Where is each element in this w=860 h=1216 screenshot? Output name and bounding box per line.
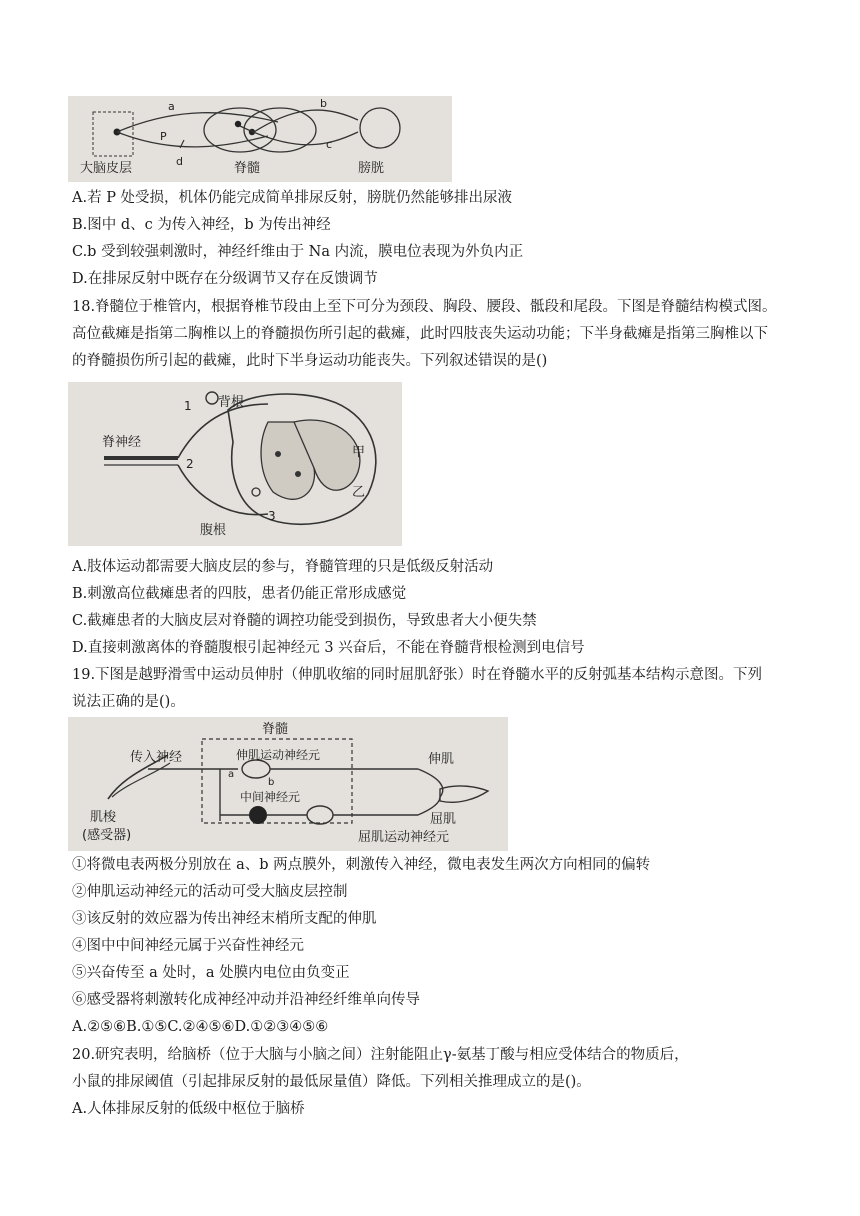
figure-reflex-arc	[68, 717, 508, 851]
label-1: 1	[184, 399, 192, 413]
label-yi: 乙	[352, 485, 366, 500]
q19-statement-5: ⑤兴奋传至 a 处时，a 处膜内电位由负变正	[72, 965, 350, 981]
q17-option-b: B.图中 d、c 为传入神经，b 为传出神经	[72, 217, 331, 233]
label-extensor-motor: 伸肌运动神经元	[236, 748, 321, 762]
ventral-root-line	[178, 465, 268, 515]
q19-statement-4: ④图中中间神经元属于兴奋性神经元	[72, 938, 304, 954]
q20-stem-line-1: 20.研究表明，给脑桥（位于大脑与小脑之间）注射能阻止γ-氨基丁酸与相应受体结合的物质后，	[72, 1047, 689, 1063]
fiber-c	[240, 126, 358, 145]
label-extensor: 伸肌	[428, 752, 455, 767]
fiber-p	[117, 132, 268, 147]
label-dorsal-root: 背根	[218, 395, 245, 410]
q19-statement-2: ②伸肌运动神经元的活动可受大脑皮层控制	[72, 884, 348, 900]
neuron-3-body	[252, 488, 260, 496]
q17-option-c: C.b 受到较强刺激时，神经纤维由于 Na 内流，膜电位表现为外负内正	[72, 244, 524, 260]
label-spine: 脊髓	[262, 722, 289, 737]
interneuron	[249, 806, 267, 824]
label-2: 2	[186, 457, 194, 471]
cortex-box	[93, 112, 133, 156]
label-a: a	[228, 769, 235, 780]
label-b: b	[320, 97, 327, 110]
label-afferent: 传入神经	[130, 750, 183, 765]
label-spindle: 肌梭	[90, 810, 117, 825]
muscle-shape	[440, 786, 488, 802]
label-d: d	[176, 155, 183, 168]
q19-choices: A.②⑤⑥B.①⑤C.②④⑤⑥D.①②③④⑤⑥	[72, 1019, 329, 1035]
label-3: 3	[268, 509, 276, 523]
q19-statement-3: ③该反射的效应器为传出神经末梢所支配的伸肌	[72, 911, 377, 927]
q18-stem-line-1: 18.脊髓位于椎管内，根据脊椎节段由上至下可分为颈段、胸段、腰段、骶段和尾段。下图是脊髓结构模式图。	[72, 299, 777, 315]
label-bladder: 膀胱	[358, 161, 385, 176]
figure-urination-reflex	[68, 96, 452, 182]
extensor-motor-neuron	[242, 760, 270, 778]
q19-stem-line-2: 说法正确的是()。	[72, 694, 185, 710]
label-spinal-nerve: 脊神经	[102, 435, 142, 450]
q18-stem-line-3: 的脊髓损伤所引起的截瘫，此时下半身运动功能丧失。下列叙述错误的是()	[72, 353, 548, 369]
fiber-b	[254, 110, 358, 132]
label-flexor-motor: 屈肌运动神经元	[358, 830, 450, 845]
q20-stem-line-2: 小鼠的排尿阈值（引起排尿反射的最低尿量值）降低。下列相关推理成立的是()。	[72, 1074, 591, 1090]
label-c: c	[326, 138, 333, 151]
q18-stem-line-2: 高位截瘫是指第二胸椎以上的脊髓损伤所引起的截瘫，此时四肢丧失运动功能；下半身截瘫是指第三胸椎以下	[72, 326, 768, 342]
q18-option-b: B.刺激高位截瘫患者的四肢，患者仍能正常形成感觉	[72, 586, 407, 602]
q17-option-d: D.在排尿反射中既存在分级调节又存在反馈调节	[72, 271, 378, 287]
q19-statement-6: ⑥感受器将刺激转化成神经冲动并沿神经纤维单向传导	[72, 992, 420, 1008]
label-ventral-root: 腹根	[200, 523, 227, 538]
q19-stem-line-1: 19.下图是越野滑雪中运动员伸肘（伸肌收缩的同时屈肌舒张）时在脊髓水平的反射弧基本结构示意图。下列	[72, 667, 763, 683]
q19-statement-1: ①将微电表两极分别放在 a、b 两点膜外，刺激传入神经，微电表发生两次方向相同的偏转	[72, 857, 651, 873]
figure-spinal-cord	[68, 382, 402, 546]
label-flexor: 屈肌	[430, 812, 457, 827]
q20-option-a: A.人体排尿反射的低级中枢位于脑桥	[72, 1101, 305, 1117]
q18-option-c: C.截瘫患者的大脑皮层对脊髓的调控功能受到损伤，导致患者大小便失禁	[72, 613, 537, 629]
neuron-1-body	[206, 392, 218, 404]
label-receptor: (感受器)	[82, 828, 132, 843]
q18-option-a: A.肢体运动都需要大脑皮层的参与，脊髓管理的只是低级反射活动	[72, 559, 494, 575]
label-a: a	[168, 100, 175, 113]
label-jia: 甲	[352, 445, 366, 460]
label-spine: 脊髓	[234, 161, 261, 176]
label-b: b	[268, 777, 275, 788]
label-interneuron: 中间神经元	[240, 790, 301, 804]
bladder-shape	[360, 108, 400, 148]
flexor-motor-neuron	[307, 806, 333, 824]
label-cortex: 大脑皮层	[80, 161, 133, 176]
label-p: P	[160, 130, 167, 143]
q18-option-d: D.直接刺激离体的脊髓腹根引起神经元 3 兴奋后，不能在脊髓背根检测到电信号	[72, 640, 585, 656]
q17-option-a: A.若 P 处受损，机体仍能完成简单排尿反射，膀胱仍然能够排出尿液	[72, 190, 513, 206]
